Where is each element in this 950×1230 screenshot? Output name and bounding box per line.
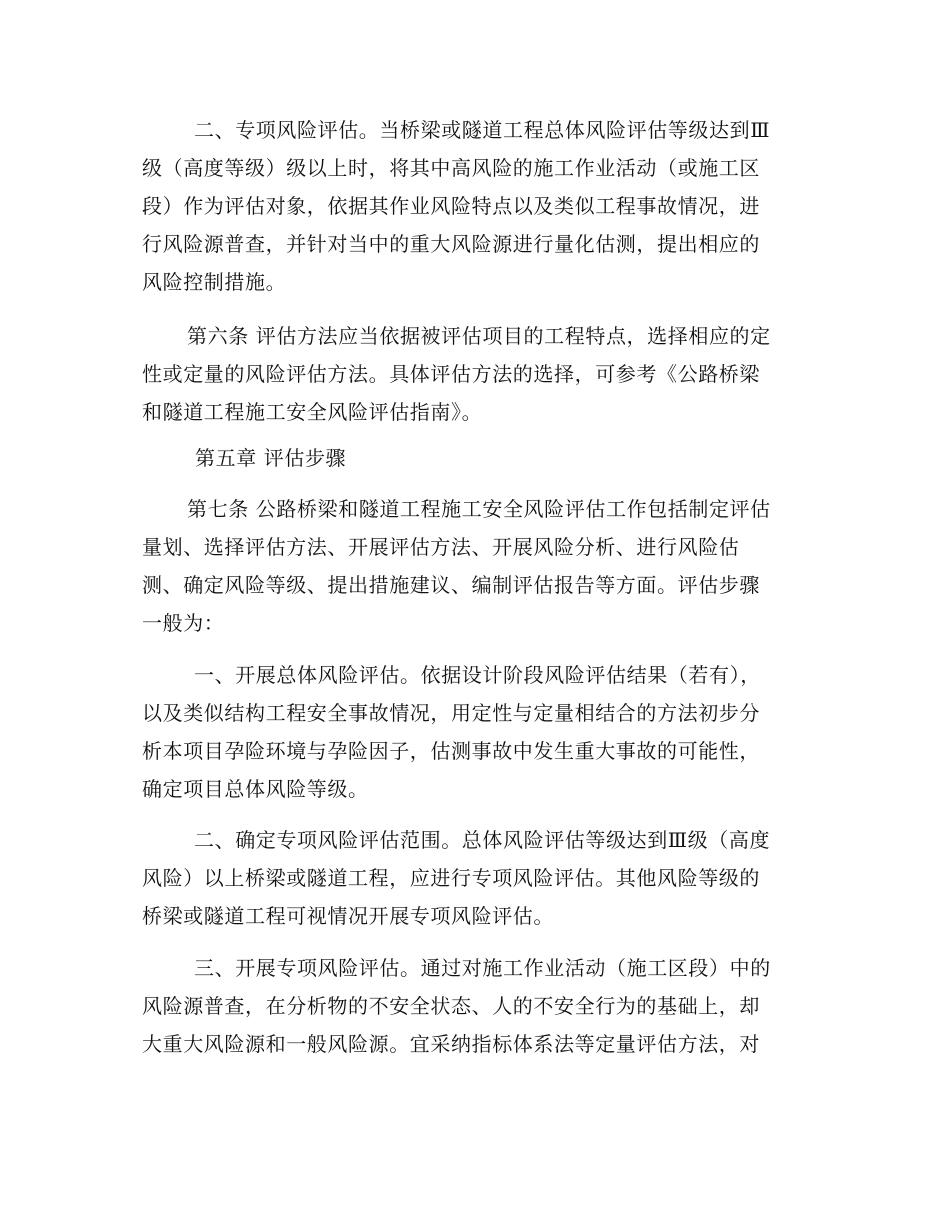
text-line: 二、确定专项风险评估范围。总体风险评估等级达到Ⅲ级（高度 (194, 828, 771, 852)
text-line: 风险控制措施。 (142, 270, 287, 294)
text-line: 和隧道工程施工安全风险评估指南》。 (142, 400, 483, 424)
text-line: 一般为： (142, 611, 225, 635)
text-line: 级（高度等级）级以上时，将其中高风险的施工作业活动（或施工区 (142, 156, 760, 180)
text-line: 二、专项风险评估。当桥梁或隧道工程总体风险评估等级达到Ⅲ (194, 118, 771, 142)
text-line: 风险源普查，在分析物的不安全状态、人的不安全行为的基础上，却 (142, 994, 760, 1018)
text-line: 三、开展专项风险评估。通过对施工作业活动（施工区段）中的 (194, 956, 771, 980)
text-line: 桥梁或隧道工程可视情况开展专项风险评估。 (142, 904, 554, 928)
text-line: 测、确定风险等级、提出措施建议、编制评估报告等方面。评估步骤 (142, 573, 760, 597)
text-line: 行风险源普查，并针对当中的重大风险源进行量化估测，提出相应的 (142, 232, 760, 256)
text-line: 大重大风险源和一般风险源。宜采纳指标体系法等定量评估方法，对 (142, 1032, 760, 1056)
text-line: 量划、选择评估方法、开展评估方法、开展风险分析、进行风险估 (142, 535, 740, 559)
text-line: 确定项目总体风险等级。 (142, 777, 369, 801)
chapter-heading: 第五章 评估步骤 (195, 446, 347, 470)
text-line: 以及类似结构工程安全事故情况，用定性与定量相结合的方法初步分 (142, 701, 760, 725)
text-line: 第六条 评估方法应当依据被评估项目的工程特点，选择相应的定 (187, 324, 771, 348)
text-line: 段）作为评估对象，依据其作业风险特点以及类似工程事故情况，进 (142, 194, 760, 218)
text-line: 一、开展总体风险评估。依据设计阶段风险评估结果（若有）， (194, 663, 761, 687)
text-line: 第七条 公路桥梁和隧道工程施工安全风险评估工作包括制定评估 (187, 497, 771, 521)
text-line: 析本项目孕险环境与孕险因子，估测事故中发生重大事故的可能性， (142, 739, 760, 763)
text-line: 性或定量的风险评估方法。具体评估方法的选择，可参考《公路桥梁 (142, 362, 760, 386)
text-line: 风险）以上桥梁或隧道工程，应进行专项风险评估。其他风险等级的 (142, 866, 760, 890)
